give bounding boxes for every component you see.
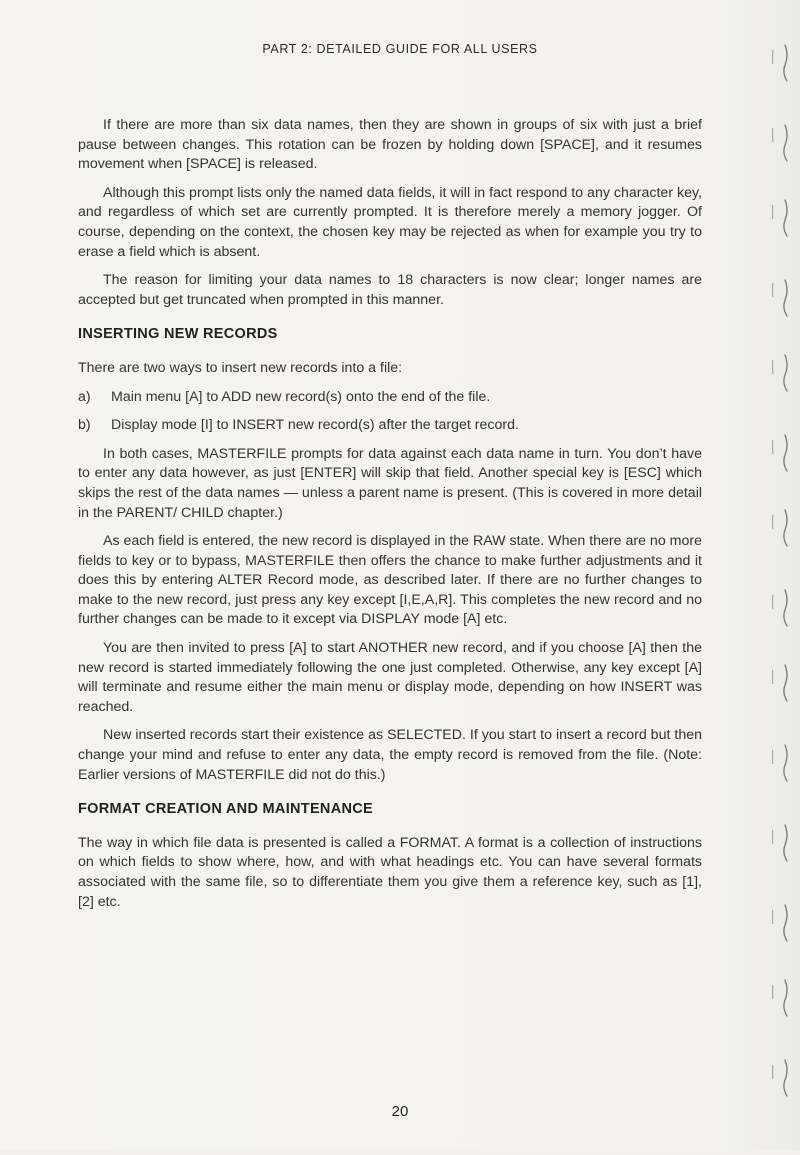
paragraph: The reason for limiting your data names to 18 characters is now clear; longer names are accepted but get truncated when prompted in this manner. [78,272,702,308]
paragraph: If there are more than six data names, then they are shown in groups of six with just a brief pause between changes. This rotation can be frozen by holding down [SPACE], and it resumes movement when [SPACE] is released. [78,117,702,173]
paragraph: Although this prompt lists only the named data fields, it will in fact respond to any character key, and regardless of which set are currently prompted. It is therefore merely a memory jogger. Of course, depending on the context, the chosen key may be rejected as when for example you try to erase a field which is absent. [78,184,702,260]
section-heading-format: FORMAT CREATION AND MAINTENANCE [78,801,373,818]
list-item-text: Display mode [I] to INSERT new record(s) after the target record. [111,417,519,434]
list-marker: b) [78,417,91,434]
page-number: 20 [391,1103,409,1120]
paragraph: New inserted records start their existence as SELECTED. If you start to insert a record but then change your mind and refuse to enter any data, the empty record is removed from the file. (Note: Earlier versions of MASTERFILE did not do this.) [78,727,702,783]
body-text [78,116,702,921]
paragraph: In both cases, MASTERFILE prompts for data against each data name in turn. You don’t have to enter any data however, as just [ENTER] will skip that field. Another special key is [ESC] which skips the rest of the data names — unless a parent name is present. (This is covered in more detail in the PARENT/ CHILD chapter.) [78,445,702,521]
paragraph: You are then invited to press [A] to start ANOTHER new record, and if you choose [A] then the new record is started immediately following the one just completed. Otherwise, any key except [A] will terminate and resume either the main menu or display mode, depending on how INSERT was reached. [78,640,702,715]
list-item-text: Main menu [A] to ADD new record(s) onto the end of the file. [111,388,491,405]
running-header: PART 2: DETAILED GUIDE FOR ALL USERS [262,42,538,56]
binding-holes-decoration [750,0,800,1150]
section-heading-inserting: INSERTING NEW RECORDS [78,326,278,343]
paragraph: As each field is entered, the new record is displayed in the RAW state. When there are no more fields to key or to bypass, MASTERFILE then offers the chance to make further adjustments and it does this by entering ALTER Record mode, as described later. If there are no further changes to make to the new record, just press any key except [I,E,A,R]. This completes the new record and no further changes can be made to it except via DISPLAY mode [A] etc. [78,533,702,628]
list-item [78,388,702,408]
paragraph: The way in which file data is presented is called a FORMAT. A format is a collection of instructions on which fields to show where, how, and with what headings etc. You can have several formats associated with the same file, so to differentiate them you give them a reference key, such as [1], [2] etc. [78,834,702,910]
paragraph: There are two ways to insert new records into a file: [78,359,403,376]
list-marker: a) [78,388,91,405]
binding-marks-icon [750,0,800,1150]
list-item [78,416,702,436]
